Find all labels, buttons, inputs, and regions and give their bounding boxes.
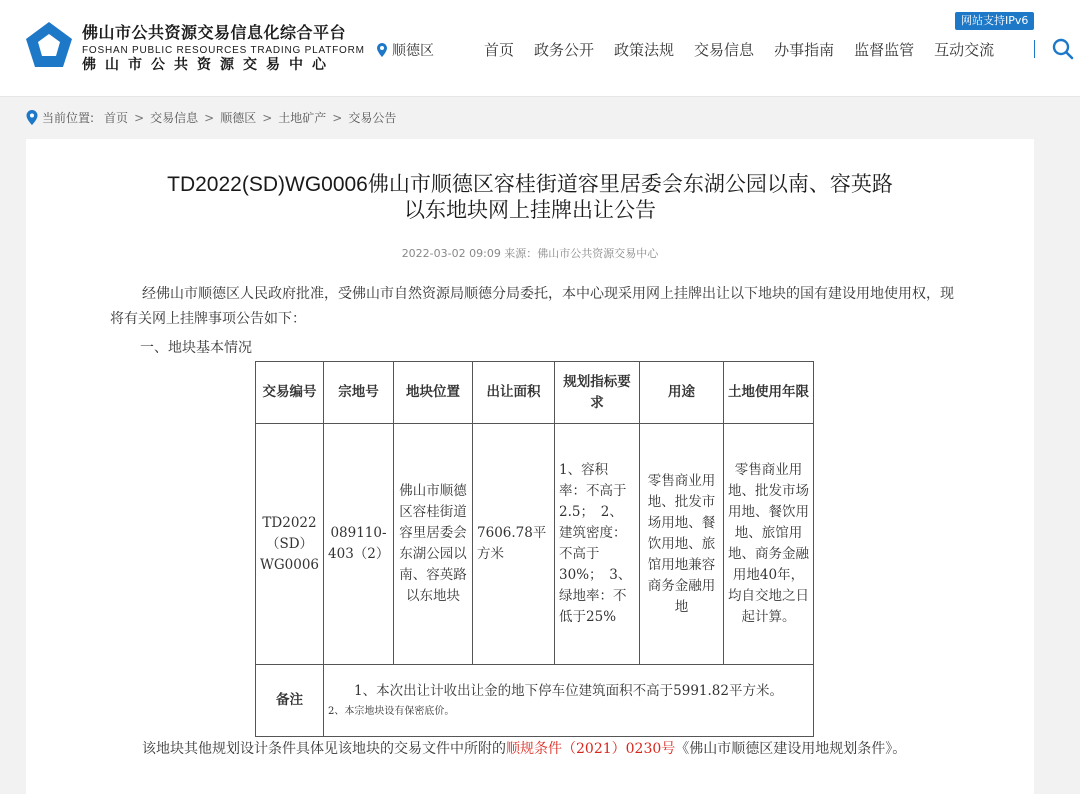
table-header-cell: 交易编号 bbox=[256, 362, 324, 424]
nav-item-policy[interactable]: 政策法规 bbox=[614, 41, 675, 59]
article-planning-paragraph bbox=[110, 737, 960, 762]
breadcrumb-announcement[interactable]: 交易公告 bbox=[348, 111, 397, 125]
nav-item-gov-affairs[interactable]: 政务公开 bbox=[534, 41, 595, 59]
planning-text-prefix: 该地块其他规划设计条件具体见该地块的交易文件中所附的 bbox=[142, 741, 506, 757]
logo-title-cn: 佛山市公共资源交易信息化综合平台 bbox=[82, 23, 347, 42]
table-header-cell: 宗地号 bbox=[324, 362, 394, 424]
breadcrumb-separator: > bbox=[332, 110, 343, 125]
region-selector[interactable] bbox=[376, 40, 434, 60]
cell-term: 零售商业用地、批发市场用地、餐饮用地、旅馆用地、商务金融用地40年，均自交地之日起计算。 bbox=[724, 424, 814, 665]
table-header-cell: 土地使用年限 bbox=[724, 362, 814, 424]
logo-title-en: FOSHAN PUBLIC RESOURCES TRADING PLATFORM bbox=[82, 45, 365, 56]
location-pin-icon bbox=[26, 110, 38, 125]
location-pin-icon bbox=[376, 43, 388, 57]
logo-text[interactable] bbox=[82, 20, 365, 73]
table-row bbox=[256, 424, 814, 665]
cell-location: 佛山市顺德区容桂街道容里居委会东湖公园以南、容英路以东地块 bbox=[394, 424, 473, 665]
nav-item-interaction[interactable]: 互动交流 bbox=[934, 41, 995, 59]
cell-parcel-number: 089110-403（2） bbox=[324, 424, 394, 665]
article-container bbox=[26, 139, 1034, 794]
table-note-row bbox=[256, 665, 814, 737]
table-header-cell: 地块位置 bbox=[394, 362, 473, 424]
nav-divider bbox=[1034, 40, 1035, 58]
breadcrumb-shunde[interactable]: 顺德区 bbox=[220, 111, 257, 125]
note-content bbox=[324, 665, 814, 737]
nav-item-supervision[interactable]: 监督监管 bbox=[854, 41, 915, 59]
note-label: 备注 bbox=[256, 665, 324, 737]
cell-indicators: 1、容积率：不高于2.5； 2、建筑密度：不高于30%； 3、绿地率：不低于25% bbox=[555, 424, 640, 665]
cell-trade-code: TD2022（SD）WG0006 bbox=[256, 424, 324, 665]
ipv6-badge: 网站支持IPv6 bbox=[955, 12, 1034, 30]
pentagon-logo-icon[interactable] bbox=[24, 20, 74, 70]
nav-item-guide[interactable]: 办事指南 bbox=[774, 41, 835, 59]
section-heading: 一、地块基本情况 bbox=[140, 340, 252, 356]
breadcrumb-trade-info[interactable]: 交易信息 bbox=[150, 111, 199, 125]
table-header-cell: 用途 bbox=[640, 362, 724, 424]
table-header-row bbox=[256, 362, 814, 424]
planning-doc-link[interactable]: 顺规条件（2021）0230号 bbox=[506, 741, 676, 757]
breadcrumb-label: 当前位置: bbox=[42, 111, 95, 125]
region-label: 顺德区 bbox=[392, 43, 434, 59]
table-header-cell: 出让面积 bbox=[473, 362, 555, 424]
nav-item-home[interactable]: 首页 bbox=[484, 41, 515, 59]
article-title-line2: 以东地块网上挂牌出让公告 bbox=[404, 199, 656, 222]
planning-text-suffix: 《佛山市顺德区建设用地规划条件》。 bbox=[675, 741, 907, 757]
article-title bbox=[26, 172, 1034, 224]
land-info-table bbox=[255, 361, 814, 737]
note-line1: 1、本次出让计收出让金的地下停车位建筑面积不高于5991.82平方米。 bbox=[354, 683, 783, 699]
site-header bbox=[0, 0, 1080, 97]
breadcrumb-land-minerals[interactable]: 土地矿产 bbox=[278, 111, 327, 125]
breadcrumb-separator: > bbox=[262, 110, 273, 125]
cell-area: 7606.78平方米 bbox=[473, 424, 555, 665]
note-line2: 2、本宗地块设有保密底价。 bbox=[328, 706, 455, 717]
breadcrumb-separator: > bbox=[204, 110, 215, 125]
nav-item-trade-info[interactable]: 交易信息 bbox=[694, 41, 755, 59]
breadcrumb-home[interactable]: 首页 bbox=[104, 111, 129, 125]
breadcrumb-separator: > bbox=[134, 110, 145, 125]
cell-use: 零售商业用地、批发市场用地、餐饮用地、旅馆用地兼容商务金融用地 bbox=[640, 424, 724, 665]
logo-subtitle-cn: 佛山市公共资源交易中心 bbox=[82, 57, 335, 73]
article-title-line1: TD2022(SD)WG0006佛山市顺德区容桂街道容里居委会东湖公园以南、容英路 bbox=[167, 173, 893, 196]
breadcrumb bbox=[26, 109, 396, 126]
main-nav bbox=[474, 39, 1004, 60]
table-header-cell: 规划指标要求 bbox=[555, 362, 640, 424]
article-meta: 2022-03-02 09:09 来源：佛山市公共资源交易中心 bbox=[401, 247, 659, 260]
article-intro: 经佛山市顺德区人民政府批准，受佛山市自然资源局顺德分局委托，本中心现采用网上挂牌出让以下地块的国有建设用地使用权，现将有关网上挂牌事项公告如下： bbox=[110, 286, 954, 327]
search-icon[interactable] bbox=[1052, 38, 1074, 60]
